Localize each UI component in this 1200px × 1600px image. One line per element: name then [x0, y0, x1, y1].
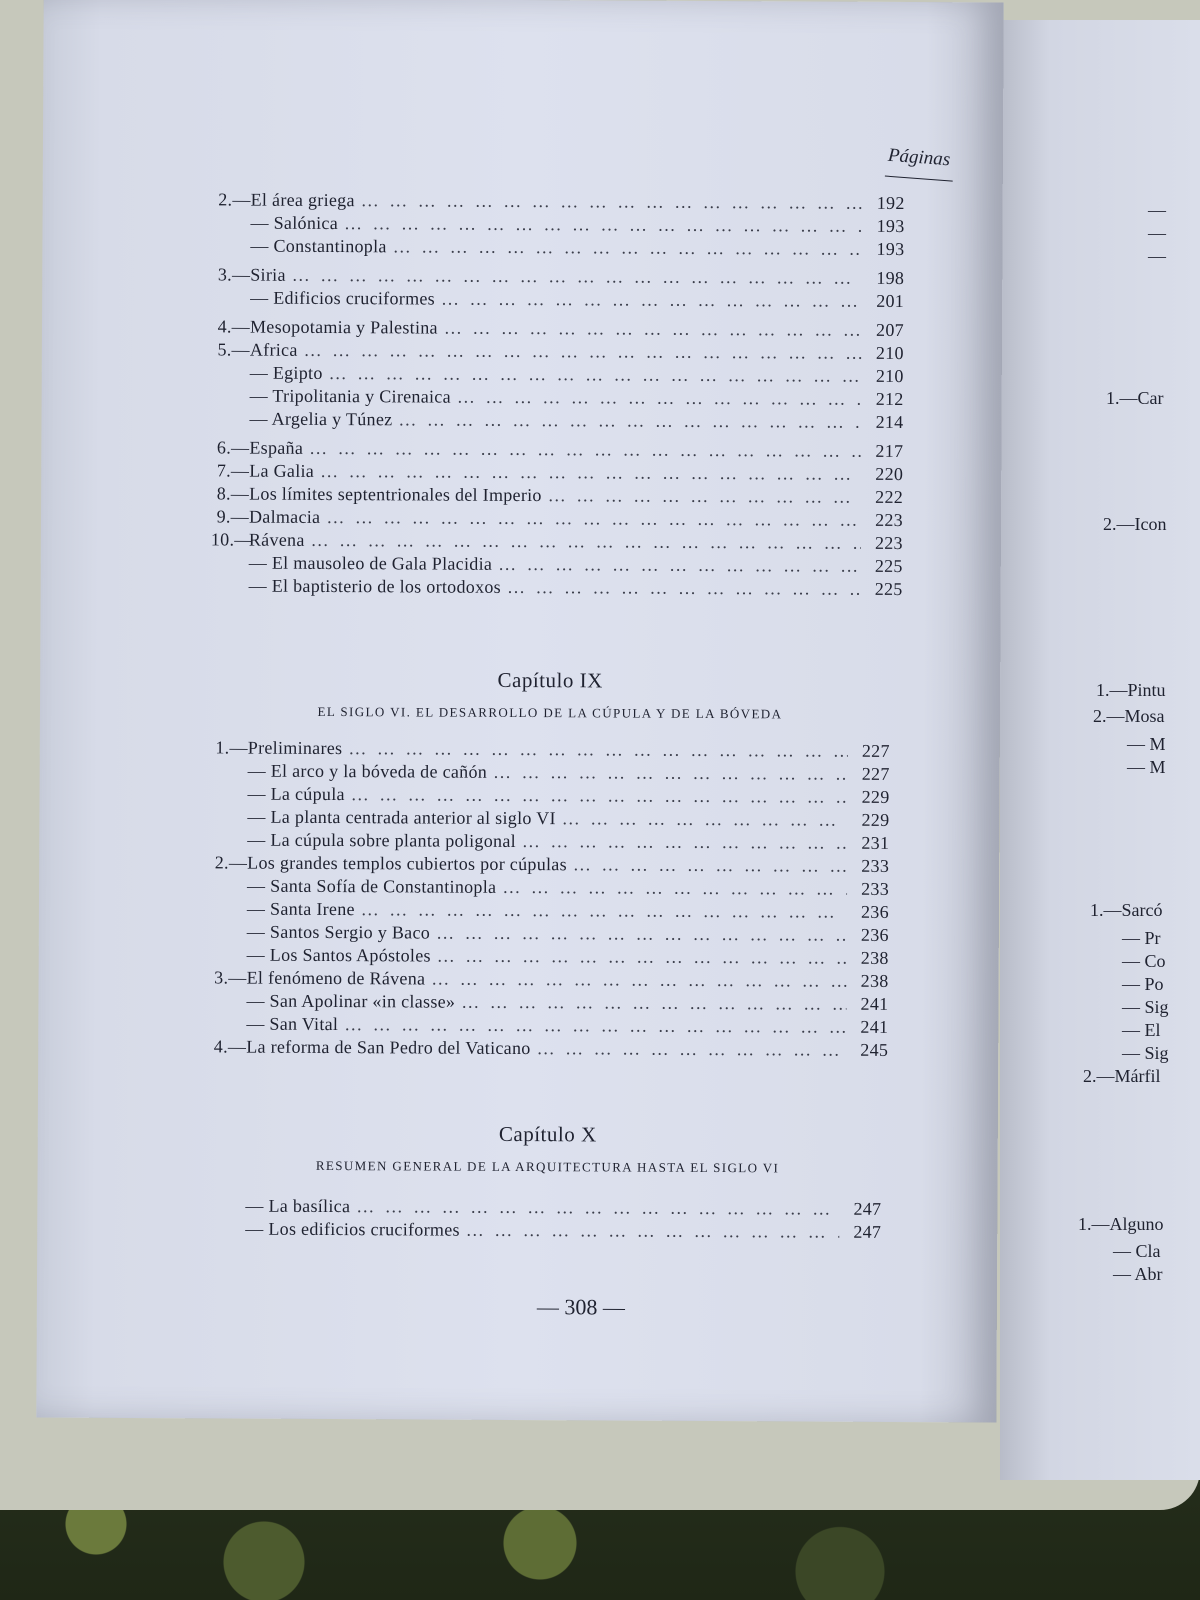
toc-entry-page: 236 [860, 924, 889, 945]
right-page-fragment: 2.—Mosa [1093, 706, 1165, 726]
dot-leader [344, 1013, 846, 1039]
toc-entry-title: — Los edificios cruciformes [245, 1218, 460, 1240]
dot-leader [344, 212, 863, 238]
right-page-fragment: 1.—Alguno [1078, 1214, 1164, 1234]
dot-leader [507, 576, 861, 601]
toc-entry-page: 227 [861, 740, 890, 761]
toc-entry-page: 198 [876, 267, 905, 289]
toc-entry-title: — Salónica [250, 212, 339, 234]
right-page-fragment: 1.—Car [1106, 388, 1164, 408]
toc-entry-title: Dalmacia [248, 506, 321, 527]
toc-entry [211, 407, 903, 434]
paginas-header: Páginas [887, 144, 951, 171]
right-page-fragment: — Sig [1122, 1043, 1169, 1063]
dot-leader [393, 235, 863, 260]
toc-entry [207, 1217, 881, 1244]
toc-entry-page: 207 [876, 319, 905, 341]
toc-entry-page: 210 [875, 365, 904, 387]
dot-leader [461, 991, 846, 1016]
toc-entry-title: El fenómeno de Rávena [246, 967, 426, 989]
toc-entry-number: 7.— [216, 460, 250, 481]
toc-entry-page: 247 [853, 1221, 882, 1242]
dot-leader [441, 288, 862, 313]
toc-entry-number: 2.— [218, 189, 251, 210]
toc-section-top [211, 188, 905, 601]
toc-entry-title: — Santa Sofía de Constantinopla [247, 875, 497, 897]
right-page-fragment: — Abr [1113, 1264, 1163, 1284]
toc-entry [212, 234, 904, 261]
chapter-ix-subtitle: EL SIGLO VI. EL DESARROLLO DE LA CÚPULA Y DE LA BÓVEDA [317, 703, 783, 722]
toc-entry-page: 214 [875, 411, 904, 433]
dot-leader [431, 968, 846, 993]
toc-entry-page: 193 [876, 238, 905, 260]
dot-leader [398, 408, 861, 433]
page-number: — 308 — [536, 1294, 625, 1320]
right-page-fragment: — [1148, 246, 1166, 266]
toc-entry-title: La reforma de San Pedro del Vaticano [246, 1036, 531, 1059]
right-page-fragment: — M [1127, 734, 1166, 754]
toc-entry-page: 192 [876, 192, 905, 214]
toc-entry-title: — La cúpula sobre planta poligonal [247, 829, 516, 851]
toc-entry-title: Mesopotamia y Palestina [249, 316, 438, 338]
paginas-rule [885, 176, 953, 182]
toc-entry-page: 238 [860, 947, 889, 968]
chapter-x-title: Capítulo X [498, 1121, 597, 1147]
toc-entry-number: 4.— [213, 1036, 247, 1057]
toc-entry-number: 6.— [216, 437, 250, 458]
dot-leader [361, 898, 847, 924]
toc-entry-title: — La basílica [245, 1195, 351, 1217]
toc-entry-number: 5.— [217, 339, 250, 360]
right-page-fragment: — [1148, 223, 1166, 243]
toc-entry-title: Siria [250, 264, 286, 285]
dot-leader [444, 317, 862, 342]
toc-entry-title: — Edificios cruciformes [250, 287, 436, 309]
toc-entry-number: 3.— [214, 967, 247, 988]
toc-entry-title: — Constantinopla [250, 235, 387, 257]
toc-entry-number: 1.— [215, 737, 248, 758]
toc-entry-title: — Los Santos Apóstoles [246, 944, 431, 966]
toc-entry-number: 2.— [214, 852, 248, 873]
dot-leader [304, 339, 862, 365]
toc-entry-page: 231 [861, 832, 890, 853]
right-page-fragment: — El [1122, 1020, 1161, 1040]
toc-entry-title: Los grandes templos cubiertos por cúpulas [247, 852, 567, 875]
toc-entry-title: — Tripolitania y Cirenaica [249, 385, 451, 407]
right-page-fragment: — [1148, 200, 1166, 220]
toc-entry-title: — El arco y la bóveda de cañón [247, 760, 488, 782]
right-page-fragment: — M [1127, 757, 1166, 777]
toc-entry-page: 229 [861, 786, 890, 807]
dot-leader [562, 807, 848, 831]
right-page-fragment: — Cla [1113, 1241, 1161, 1261]
right-page-fragment: — Co [1122, 951, 1166, 971]
toc-entry-number: 4.— [217, 316, 251, 337]
toc-entry-title: — Egipto [249, 362, 323, 383]
toc-entry-page: 223 [875, 509, 904, 531]
dot-leader [326, 506, 861, 532]
toc-entry-page: 238 [860, 970, 889, 991]
dot-leader [573, 853, 847, 877]
toc-entry-title: — Argelia y Túnez [249, 408, 393, 430]
toc-entry [212, 286, 904, 313]
dot-leader [320, 460, 861, 486]
right-page [1000, 20, 1200, 1480]
toc-entry-title: — Santos Sergio y Baco [246, 921, 431, 943]
chapter-ix-heading [290, 667, 810, 723]
dot-leader [502, 876, 847, 901]
dot-leader [436, 922, 847, 947]
toc-entry-number: 3.— [217, 264, 251, 285]
chapter-x-subtitle: RESUMEN GENERAL DE LA ARQUITECTURA HASTA EL SIGLO VI [315, 1157, 780, 1176]
toc-entry-title: — El baptisterio de los ortodoxos [248, 575, 502, 597]
dot-leader [437, 945, 847, 970]
right-page-fragment: 1.—Pintu [1096, 680, 1166, 700]
toc-entry-title: Los límites septentrionales del Imperio [249, 483, 542, 506]
toc-entry-title: — La planta centrada anterior al siglo VI [247, 806, 556, 829]
toc-entry-page: 236 [860, 901, 890, 922]
toc-entry-title: El área griega [250, 189, 355, 211]
toc-entry-page: 212 [875, 388, 904, 410]
toc-entry-title: Rávena [248, 529, 305, 550]
toc-entry-title: La Galia [249, 460, 315, 481]
toc-entry-page: 223 [874, 532, 903, 554]
toc-entry-title: — El mausoleo de Gala Placidia [248, 552, 493, 574]
dot-leader [361, 189, 863, 215]
toc-entry-page: 225 [874, 578, 903, 600]
dot-leader [329, 362, 862, 388]
toc-entry-page: 222 [875, 486, 904, 508]
toc-chapter-ix [208, 736, 890, 1062]
chapter-x-heading [288, 1121, 808, 1177]
toc-entry-page: 225 [874, 555, 903, 577]
dot-leader [548, 484, 861, 509]
right-page-fragment: 1.—Sarcó [1090, 900, 1163, 920]
right-page-fragment: — Sig [1122, 997, 1169, 1017]
toc-entry-page: 241 [860, 993, 889, 1014]
toc-entry-page: 201 [876, 290, 905, 312]
toc-chapter-x [207, 1194, 881, 1244]
dot-leader [309, 437, 861, 463]
dot-leader [351, 783, 848, 809]
toc-entry-title: Preliminares [247, 737, 343, 759]
dot-leader [348, 737, 848, 763]
dot-leader [493, 761, 848, 786]
toc-entry-page: 241 [860, 1016, 889, 1037]
toc-entry-page: 245 [860, 1039, 889, 1060]
right-page-fragment: 2.—Márfil [1083, 1066, 1161, 1086]
right-page-fragment: — Po [1122, 974, 1164, 994]
toc-entry-page: 227 [861, 763, 890, 784]
toc-entry-title: Africa [249, 339, 298, 360]
dot-leader [498, 553, 861, 578]
toc-entry-page: 217 [875, 440, 904, 462]
dot-leader [311, 529, 861, 555]
toc-entry-number: 8.— [216, 483, 250, 504]
dot-leader [466, 1219, 840, 1244]
toc-entry-page: 247 [853, 1198, 882, 1219]
right-page-fragment: 2.—Icon [1103, 514, 1167, 534]
toc-entry-page: 233 [861, 878, 890, 899]
toc-entry [211, 574, 903, 601]
toc-entry-title: — Santa Irene [246, 898, 355, 920]
toc-entry-title: — San Vital [246, 1013, 339, 1035]
toc-entry-number: 10.— [210, 529, 253, 550]
toc-entry-page: 233 [861, 855, 890, 876]
dot-leader [292, 264, 863, 290]
toc-entry-page: 220 [875, 463, 904, 485]
right-page-fragment: — Pr [1122, 928, 1161, 948]
toc-entry-page: 193 [876, 215, 905, 237]
toc-entry-title: — San Apolinar «in classe» [246, 990, 456, 1012]
dot-leader [457, 386, 862, 411]
dot-leader [356, 1195, 839, 1221]
left-page [36, 0, 1003, 1423]
toc-entry-number: 9.— [216, 506, 250, 527]
dot-leader [537, 1037, 847, 1062]
toc-entry-page: 229 [861, 809, 890, 830]
toc-entry-title: — La cúpula [247, 783, 345, 805]
toc-entry-page: 210 [875, 342, 904, 364]
chapter-ix-title: Capítulo IX [497, 667, 603, 693]
dot-leader [522, 830, 847, 855]
toc-entry-title: España [249, 437, 304, 458]
toc-entry [208, 1035, 888, 1062]
